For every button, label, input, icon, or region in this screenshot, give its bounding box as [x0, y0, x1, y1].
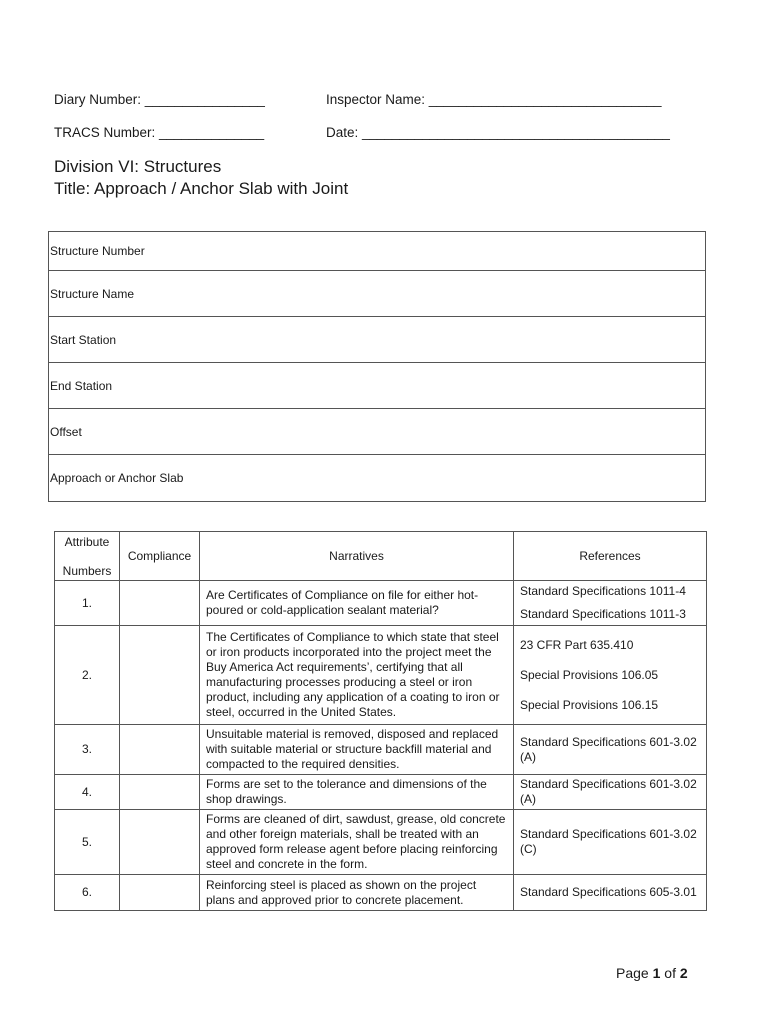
narrative-cell: Unsuitable material is removed, disposed and replaced with suitable material or structure backfill material and compacted to the required densities.: [200, 725, 514, 775]
start-station-row: Start Station: [49, 317, 706, 363]
end-station-row: End Station: [49, 363, 706, 409]
page-number: [616, 965, 688, 981]
references-cell: [514, 875, 707, 911]
attribute-header-line1: Attribute: [64, 534, 110, 549]
table-row: [55, 626, 707, 725]
attribute-number: 5.: [55, 810, 120, 875]
attribute-numbers-header: [55, 532, 120, 581]
narrative-cell: Are Certificates of Compliance on file for either hot-poured or cold-application sealant material?: [200, 581, 514, 626]
narrative-cell: Forms are cleaned of dirt, sawdust, grease, old concrete and other foreign materials, shall be treated with an approved form release agent before placing reinforcing steel and concrete in the form.: [200, 810, 514, 875]
compliance-cell[interactable]: [120, 810, 200, 875]
references-cell: [514, 581, 707, 626]
table-row: [55, 775, 707, 810]
references-cell: [514, 626, 707, 725]
attribute-header-line2: Numbers: [62, 563, 112, 578]
compliance-header: Compliance: [120, 532, 200, 581]
references-header: References: [514, 532, 707, 581]
inspector-name-field: Inspector Name: _______________________________: [326, 92, 662, 107]
attribute-number: 2.: [55, 626, 120, 725]
division-heading: Division VI: Structures: [54, 157, 222, 176]
page-current: 1: [652, 965, 661, 981]
date-field: Date: _________________________________________: [326, 125, 670, 140]
tracs-number-field: TRACS Number: ______________: [54, 125, 265, 140]
reference: 23 CFR Part 635.410: [520, 637, 634, 652]
structure-info-table: [48, 231, 706, 502]
diary-number-field: Diary Number: ________________: [54, 92, 265, 107]
structure-number-row: Structure Number: [49, 232, 706, 271]
table-row: [55, 875, 707, 911]
attribute-number: 4.: [55, 775, 120, 810]
table-row: [55, 810, 707, 875]
structure-name-row: Structure Name: [49, 271, 706, 317]
references-cell: [514, 725, 707, 775]
table-row: [55, 725, 707, 775]
table-row: [55, 581, 707, 626]
compliance-cell[interactable]: [120, 875, 200, 911]
reference: Special Provisions 106.15: [520, 697, 659, 712]
approach-or-anchor-slab-row: Approach or Anchor Slab: [49, 455, 706, 502]
narratives-header: Narratives: [200, 532, 514, 581]
reference: Standard Specifications 605-3.01: [520, 885, 697, 899]
page-total: 2: [679, 965, 688, 981]
page-word: Page: [616, 965, 649, 981]
reference: Standard Specifications 601-3.02 (A): [520, 734, 697, 764]
reference: Standard Specifications 601-3.02 (C): [520, 827, 697, 856]
attributes-table: [54, 531, 707, 911]
attribute-number: 3.: [55, 725, 120, 775]
narrative-cell: Reinforcing steel is placed as shown on the project plans and approved prior to concrete placement.: [200, 875, 514, 911]
references-cell: [514, 775, 707, 810]
narrative-cell: The Certificates of Compliance to which state that steel or iron products incorporated into the project meet the Buy America Act requirements’, certifying that all manufacturing processes producing a steel or iron product, including any application of a coating to iron or steel, occurred in the United States.: [200, 626, 514, 725]
form-title: Title: Approach / Anchor Slab with Joint: [54, 179, 349, 198]
offset-row: Offset: [49, 409, 706, 455]
reference: Standard Specifications 1011-3: [520, 607, 686, 621]
references-cell: [514, 810, 707, 875]
compliance-cell[interactable]: [120, 581, 200, 626]
compliance-cell[interactable]: [120, 725, 200, 775]
page-of: of: [664, 965, 676, 981]
narrative-cell: Forms are set to the tolerance and dimensions of the shop drawings.: [200, 775, 514, 810]
attribute-number: 1.: [55, 581, 120, 626]
reference: Standard Specifications 1011-4: [520, 584, 686, 598]
compliance-cell[interactable]: [120, 775, 200, 810]
attribute-number: 6.: [55, 875, 120, 911]
compliance-cell[interactable]: [120, 626, 200, 725]
reference: Special Provisions 106.05: [520, 667, 659, 682]
reference: Standard Specifications 601-3.02 (A): [520, 777, 697, 806]
